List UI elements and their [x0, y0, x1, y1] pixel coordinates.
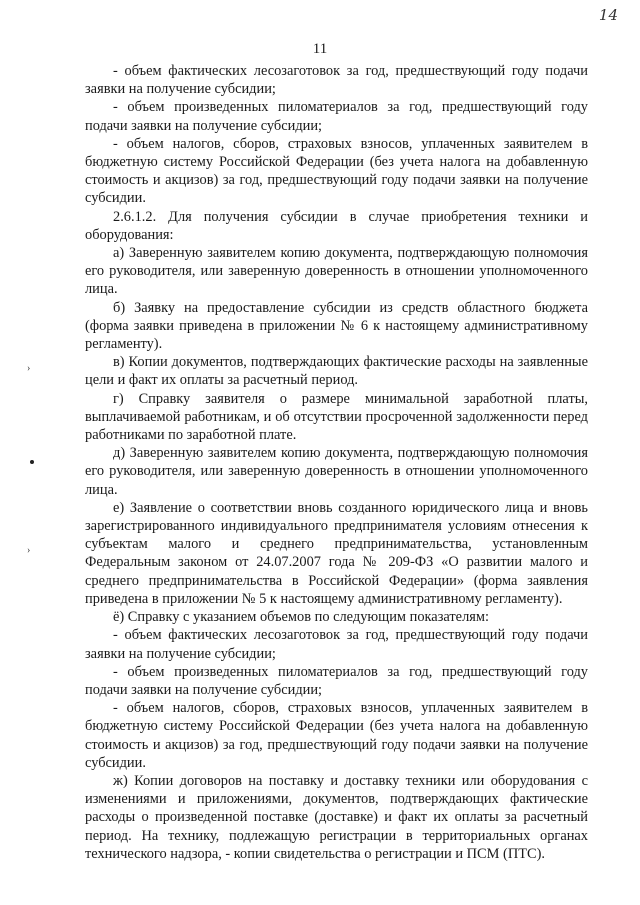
margin-dot	[30, 460, 34, 464]
paragraph: - объем фактических лесозаготовок за год, предшествующий году подачи заявки на получение субсидии;	[85, 627, 588, 662]
paragraph: 2.6.1.2. Для получения субсидии в случае приобретения техники и оборудования:	[85, 208, 588, 243]
paragraph: е) Заявление о соответствии вновь созданного юридического лица и вновь зарегистрированного индивидуального предпринимателя условиям отнесения к субъектам малого и среднего предпринимательства, установленным Федеральным законом от 24.07.2007 года № 209-ФЗ «О развитии малого и среднего предпринимательства в Российской Федерации» (форма заявления приведена в приложении № 5 к настоящему административному регламенту).	[85, 499, 588, 607]
paragraph: в) Копии документов, подтверждающих фактические расходы на заявленные цели и факт их оплаты за расчетный период.	[85, 354, 588, 389]
document-body	[85, 62, 588, 863]
paragraph: а) Заверенную заявителем копию документа, подтверждающую полномочия его руководителя, или заверенную доверенность в отношении уполномоченного лица.	[85, 245, 588, 298]
paragraph: д) Заверенную заявителем копию документа, подтверждающую полномочия его руководителя, или заверенную доверенность в отношении уполномоченного лица.	[85, 445, 588, 498]
paragraph: - объем произведенных пиломатериалов за год, предшествующий году подачи заявки на получение субсидии;	[85, 663, 588, 698]
paragraph: - объем налогов, сборов, страховых взносов, уплаченных заявителем в бюджетную систему Российской Федерации (без учета налога на добавленную стоимость и акцизов) за год, предшествующий году подачи заявки на получение субсидии.	[85, 700, 588, 771]
paragraph: б) Заявку на предоставление субсидии из средств областного бюджета (форма заявки приведена в приложении № 6 к настоящему административному регламенту).	[85, 299, 588, 353]
paragraph: ё) Справку с указанием объемов по следующим показателям:	[113, 609, 489, 626]
handwritten-sheet-number: 14	[598, 6, 618, 24]
paragraph: - объем фактических лесозаготовок за год, предшествующий году подачи заявки на получение субсидии;	[85, 63, 588, 98]
page-number: 11	[312, 41, 328, 57]
paragraph: г) Справку заявителя о размере минимальной заработной платы, выплачиваемой работникам, и об отсутствии просроченной задолженности перед работниками по заработной плате.	[85, 390, 588, 444]
paragraph: - объем произведенных пиломатериалов за год, предшествующий году подачи заявки на получение субсидии;	[85, 99, 588, 134]
margin-mark: ›	[27, 363, 31, 374]
paragraph: - объем налогов, сборов, страховых взносов, уплаченных заявителем в бюджетную систему Российской Федерации (без учета налога на добавленную стоимость и акцизов) за год, предшествующий году подачи заявки на получение субсидии.	[85, 135, 588, 207]
paragraph: ж) Копии договоров на поставку и доставку техники или оборудования с изменениями и приложениями, документов, подтверждающих фактические расходы о произведенной поставке (доставке) и факт их оплаты за расчетный период. На технику, подлежащую регистрации в территориальных органах технического надзора, - копии свидетельства о регистрации и ПСМ (ПТС).	[85, 772, 588, 862]
margin-mark: ›	[27, 545, 31, 556]
